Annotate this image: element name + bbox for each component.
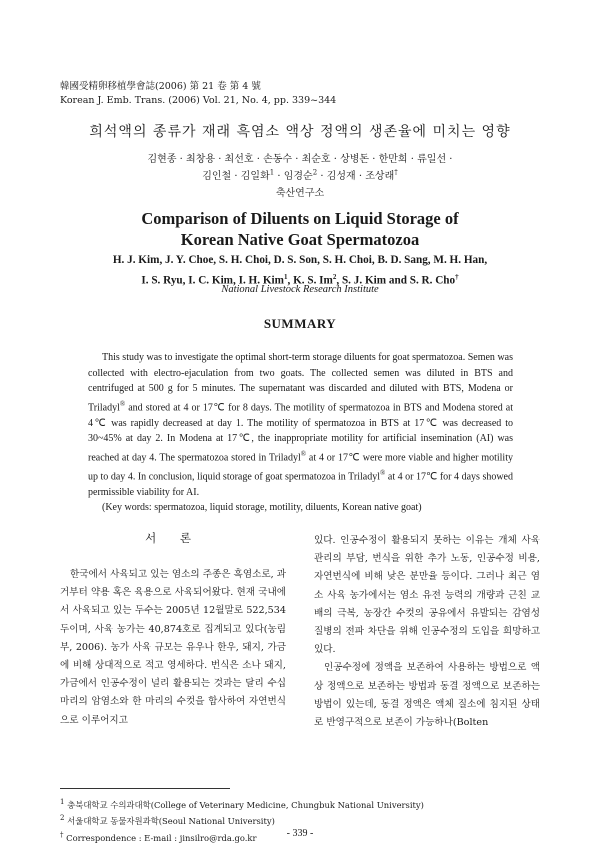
institute: National Livestock Research Institute — [221, 284, 379, 295]
summary-heading: SUMMARY — [263, 316, 337, 331]
footnote-rule — [60, 788, 230, 789]
summary-abstract — [88, 350, 513, 516]
korean-title: 희석액의 종류가 재래 흑염소 액상 정액의 생존율에 미치는 영향 — [89, 124, 511, 140]
korean-authors-line1: 김현종 · 최창용 · 최선호 · 손동수 · 최순호 · 상병돈 · 한만희 · 류일선 · — [147, 154, 453, 165]
journal-english-citation: Korean J. Emb. Trans. (2006) Vol. 21, No. 4, pp. 339~344 — [60, 95, 337, 106]
intro-right-paragraph-1: 있다. 인공수정이 활용되지 못하는 이유는 개체 사육 관리의 부담, 번식을 위한 추가 노동, 인공수정 비용, 자연번식에 비해 낮은 분만율 등이다. 그러나 최근 염소 사육 농가에서는 염소 유전 능력의 개량과 근친 교배의 극복, 농장간 수컷의 공유에서 유발되는 감염성 질병의 전파 차단을 위해 인공수정의 도입을 희망하고 있다. — [314, 535, 540, 656]
footnote-correspondence: † Correspondence : E-mail : jinsilro@rda.go.kr — [60, 830, 257, 843]
korean-authors-line2: 김인철 · 김일화$^1$ · 임경순$^2$ · 김성재 · 조상래† — [202, 168, 398, 182]
intro-right-paragraph-2: 인공수정에 정액을 보존하여 사용하는 방법으로 액상 정액으로 보존하는 방법과 동결 정액으로 보존하는 방법이 있는데, 동결 정액은 액체 질소에 침지된 상태로 반영구적으로 보존이 가능하나(Bolten — [314, 662, 540, 729]
intro-left-paragraph: 한국에서 사육되고 있는 염소의 주종은 흑염소로, 과거부터 약용 혹은 육용으로 사육되어왔다. 현재 국내에서 사육되고 있는 두수는 2005년 12월말로 522,534두이며, 사육 농가는 40,874호로 집계되고 있다(농림부, 2006). 농가 사육 규모는 유우나 한우, 돼지, 가금에 비해 상대적으로 적고 영세하다. 번식은 소나 돼지, 가금에서 인공수정이 널리 활용되는 것과는 달리 수십 마리의 암염소와 한 마리의 수컷을 합사하여 자연번식으로 이루어지고 — [60, 569, 286, 726]
journal-header — [60, 80, 336, 108]
english-authors: H. J. Kim, J. Y. Choe, S. H. Choi, D. S. Son, S. H. Choi, B. D. Sang, M. H. Han, I. S. Ryu, I. C. Kim, I. H. Kim$^1$, K. S. Im$^2$, S. J. Kim and S. R. Cho† — [112, 254, 488, 287]
english-title: Comparison of Diluents on Liquid Storage of Korean Native Goat Spermatozoa — [141, 209, 459, 249]
intro-right-column — [314, 532, 540, 732]
intro-heading: 서 론 — [145, 531, 201, 545]
page-number: - 339 - — [286, 828, 314, 839]
intro-left-column — [60, 566, 286, 730]
korean-affiliation: 축산연구소 — [275, 188, 325, 199]
footnote-2: $^2$ 서울대학교 동물자원과학(Seoul National University) — [60, 814, 275, 827]
summary-paragraph: This study was to investigate the optimal short-term storage diluents for goat spermatozoa. Semen was collected with electro-ejaculation from two goats. The collected semen was diluted in BTS and centrifuged at 500 g for 5 minutes. The supernatant was discarded and diluted with BTS, Modena or Triladyl® and stored at 4 or 17℃ for 8 days. The motility of spermatozoa in BTS and Modena stored at 4℃ was rapidly decreased at day 1. The motility of spermatozoa in BTS at 17℃ was decreased to 30~45% at day 2. In Modena at 17℃, the inappropriate motility for artificial insemination (AI) was reached at day 4. The spermatozoa stored in Triladyl® at 4 or 17℃ were more viable and higher motility up to day 4. In conclusion, liquid storage of goat spermatozoa in Triladyl® at 4 or 17℃ for 4 days showed permissible viability for AI. — [88, 352, 513, 498]
keywords: (Key words: spermatozoa, liquid storage, motility, diluents, Korean native goat) — [102, 502, 422, 514]
footnote-1: $^1$ 충북대학교 수의과대학(College of Veterinary Medicine, Chungbuk National University) — [60, 798, 424, 810]
journal-korean-citation: 韓國受精卵移植學會誌(2006) 第 21 卷 第 4 號 — [60, 81, 261, 92]
